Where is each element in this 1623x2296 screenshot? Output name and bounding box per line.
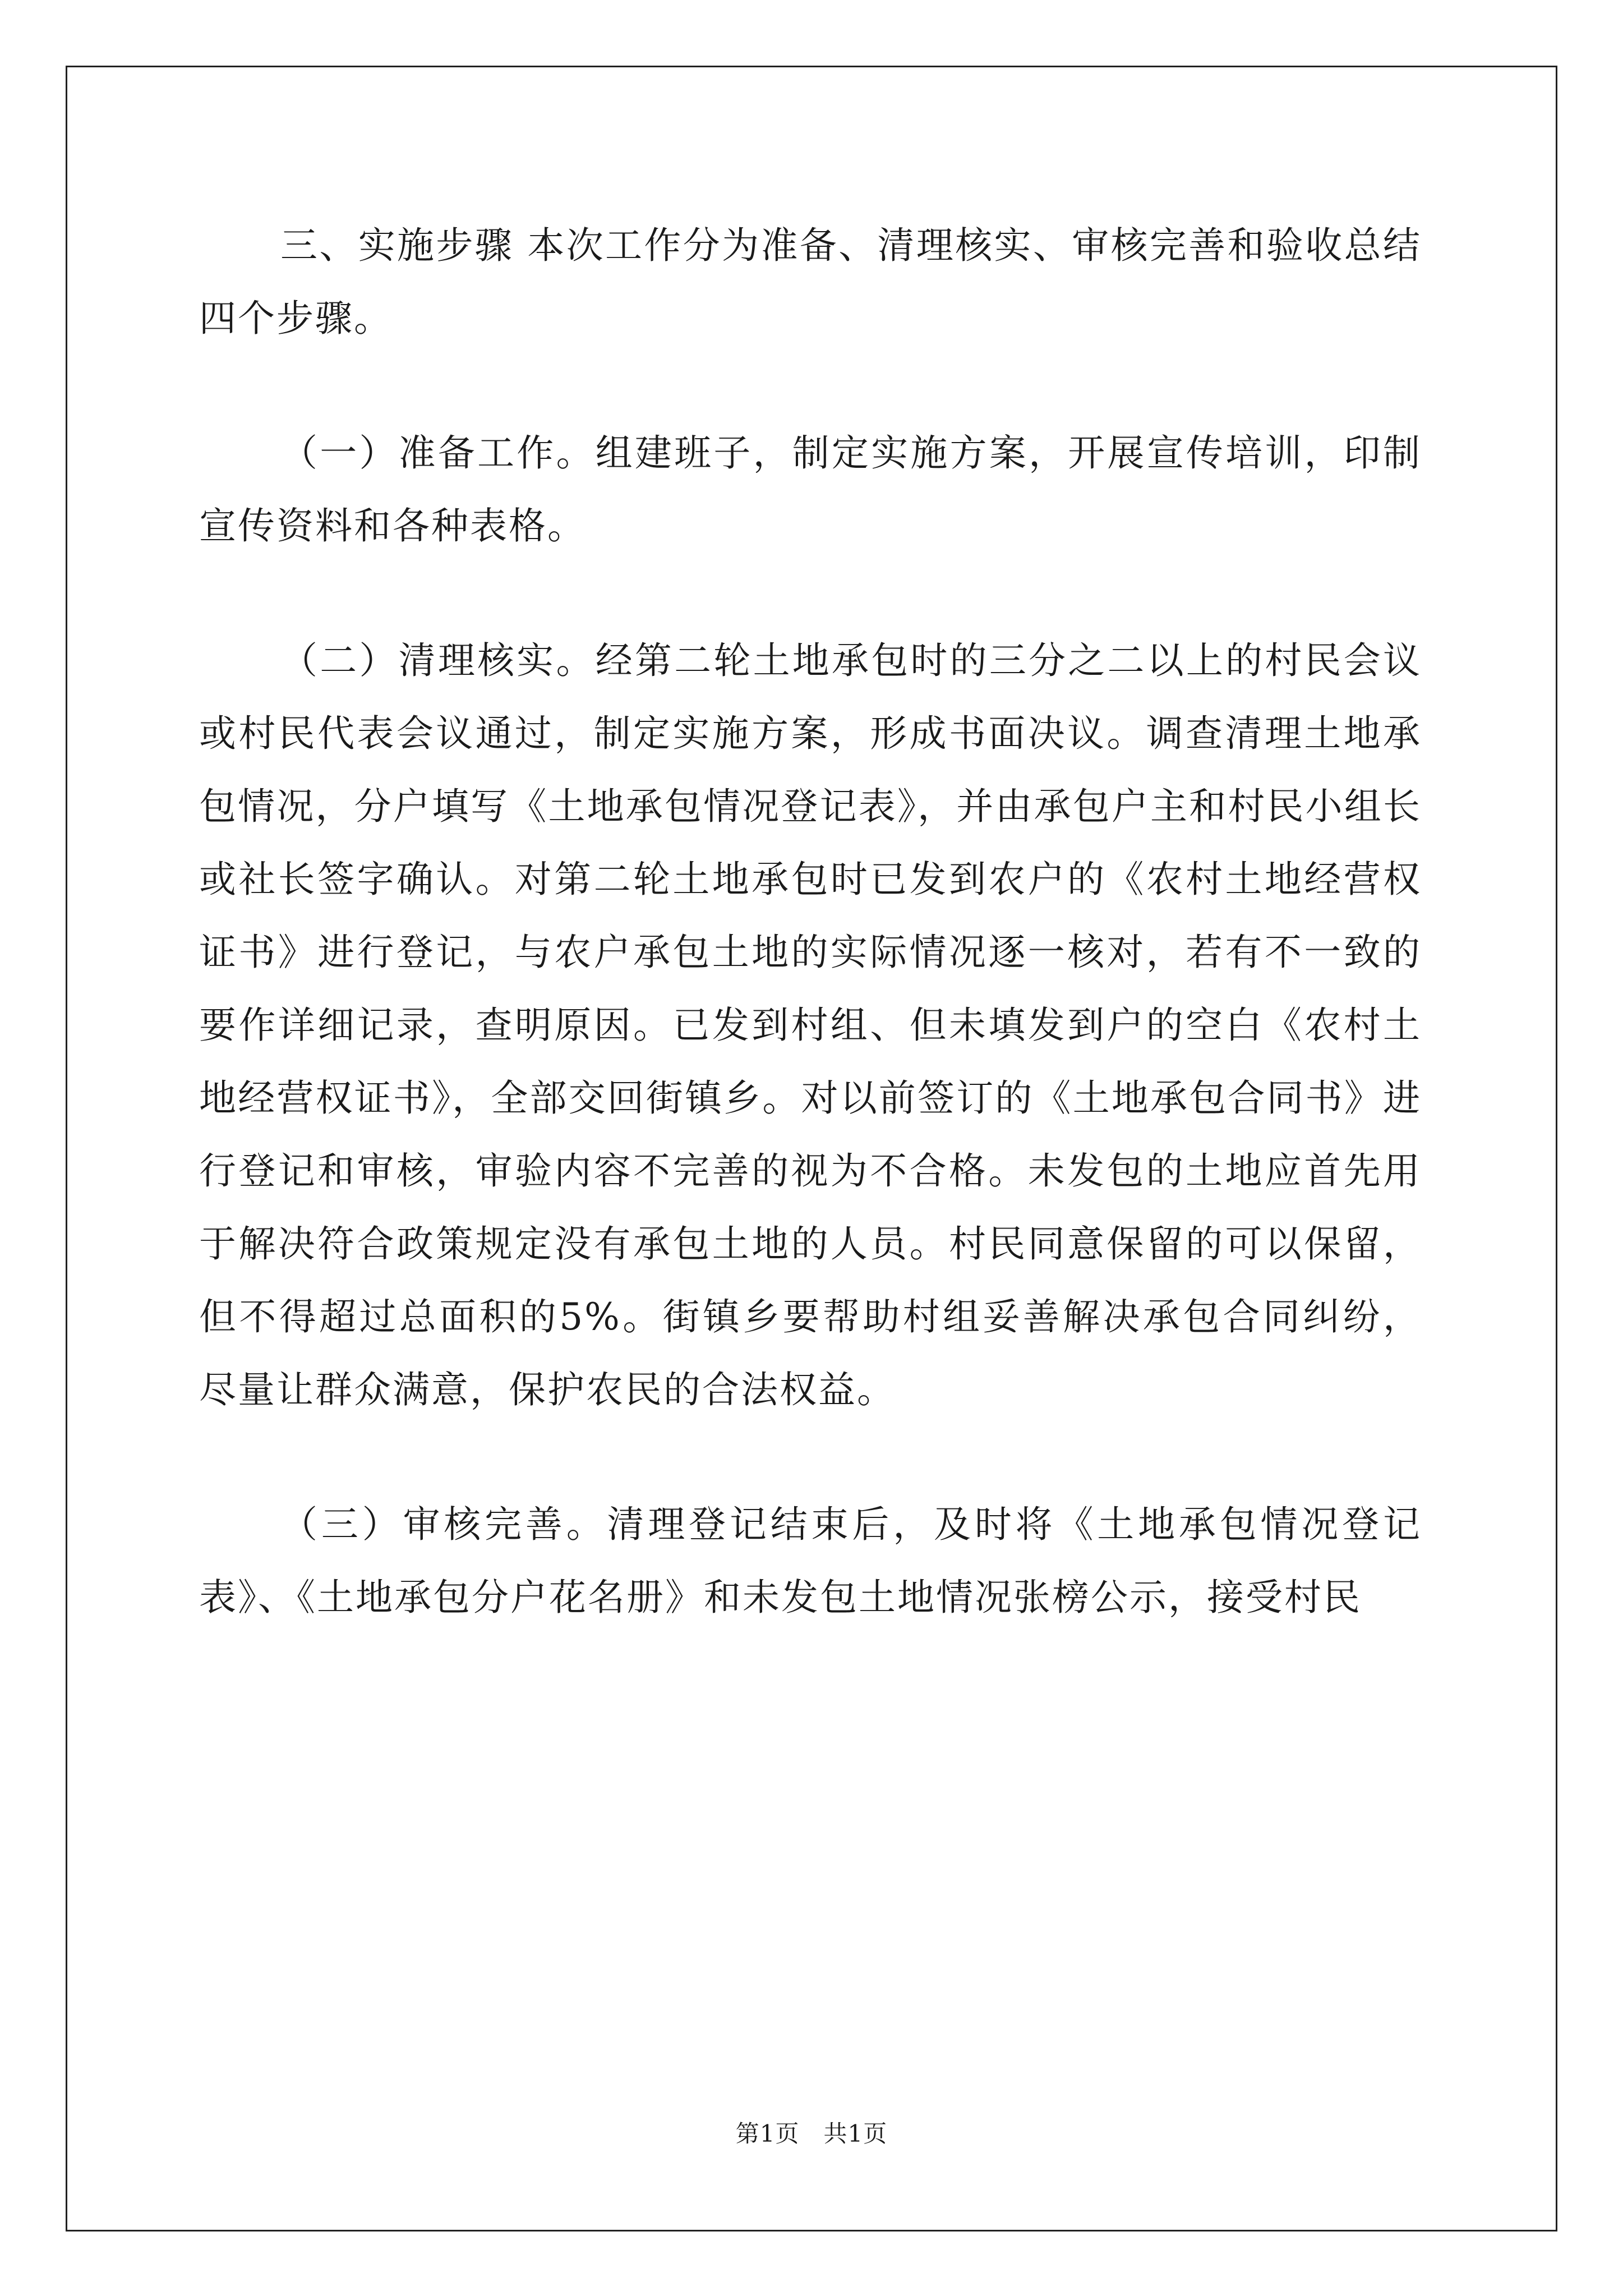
page-number: 第1页 [735,2120,800,2147]
document-body [199,209,1422,1634]
paragraph-review: （三）审核完善。清理登记结束后，及时将《土地承包情况登记表》、《土地承包分户花名册》和未发包土地情况张榜公示，接受村民 [199,1503,1422,1619]
paragraph-verification: （二）清理核实。经第二轮土地承包时的三分之二以上的村民会议或村民代表会议通过，制定实施方案，形成书面决议。调查清理土地承包情况，分户填写《土地承包情况登记表》，并由承包户主和村民小组长或社长签字确认。对第二轮土地承包时已发到农户的《农村土地经营权证书》进行登记，与农户承包土地的实际情况逐一核对，若有不一致的要作详细记录，查明原因。已发到村组、但未填发到户的空白《农村土地经营权证书》，全部交回街镇乡。对以前签订的《土地承包合同书》进行登记和审核，审验内容不完善的视为不合格。未发包的土地应首先用于解决符合政策规定没有承包土地的人员。村民同意保留的可以保留，但不得超过总面积的5%。街镇乡要帮助村组妥善解决承包合同纠纷，尽量让群众满意，保护农民的合法权益。 [199,639,1422,1411]
paragraph-implementation-steps: 三、实施步骤 本次工作分为准备、清理核实、审核完善和验收总结四个步骤。 [199,224,1422,340]
page-footer [0,2119,1623,2148]
page-total: 共1页 [823,2120,888,2147]
paragraph-preparation: （一）准备工作。组建班子，制定实施方案，开展宣传培训，印制宣传资料和各种表格。 [199,431,1422,547]
